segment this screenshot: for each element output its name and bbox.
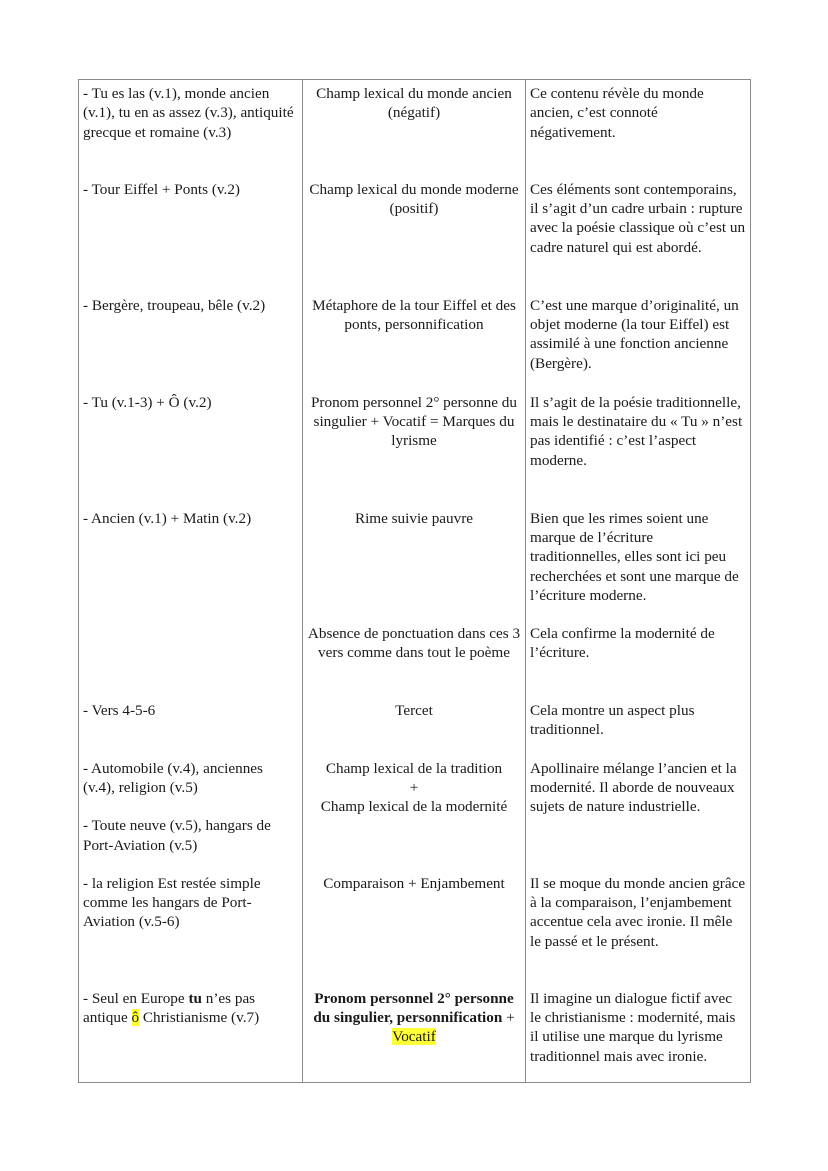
cell-interpretation: Il s’agit de la poésie traditionnelle, mais le destinataire du « Tu » n’est pas identifié : c’est l’aspect moderne. [526, 389, 751, 505]
highlighted-vocatif: Vocatif [392, 1028, 436, 1046]
cell-citation [79, 620, 303, 697]
procede-tradition: Champ lexical de la tradition [325, 759, 503, 777]
cell-interpretation: C’est une marque d’originalité, un objet moderne (la tour Eiffel) est assimilé à une fonction ancienne (Bergère). [526, 292, 751, 389]
cell-procede: Comparaison + Enjambement [303, 870, 526, 985]
cell-procede: Pronom personnel 2° personne du singulier + Vocatif = Marques du lyrisme [303, 389, 526, 505]
bold-procede: Pronom personnel 2° personne du singulier, personnification [313, 989, 514, 1026]
cell-interpretation: Cela montre un aspect plus traditionnel. [526, 697, 751, 755]
cell-interpretation: Il se moque du monde ancien grâce à la comparaison, l’enjambement accentue cela avec ironie. Il mêle le passé et le présent. [526, 870, 751, 985]
cell-procede [303, 755, 526, 870]
cell-interpretation: Il imagine un dialogue fictif avec le christianisme : modernité, mais il utilise une marque du lyrisme traditionnel mais avec ironie. [526, 985, 751, 1083]
cell-citation: - Vers 4-5-6 [79, 697, 303, 755]
cell-citation: - Bergère, troupeau, bêle (v.2) [79, 292, 303, 389]
analysis-table [78, 79, 751, 1083]
cell-interpretation: Apollinaire mélange l’ancien et la modernité. Il aborde de nouveaux sujets de nature industrielle. [526, 755, 751, 870]
cell-procede: Rime suivie pauvre [303, 505, 526, 620]
table-row [79, 389, 751, 505]
cell-citation: - Tu (v.1-3) + Ô (v.2) [79, 389, 303, 505]
table-row [79, 80, 751, 176]
cell-citation: - Tu es las (v.1), monde ancien (v.1), tu en as assez (v.3), antiquité grecque et romaine (v.3) [79, 80, 303, 176]
cell-procede [303, 985, 526, 1083]
cell-procede: Tercet [303, 697, 526, 755]
cell-interpretation: Ces éléments sont contemporains, il s’agit d’un cadre urbain : rupture avec la poésie classique où c’est un cadre naturel qui est abordé. [526, 176, 751, 292]
table-row [79, 176, 751, 292]
cell-interpretation: Bien que les rimes soient une marque de l’écriture traditionnelles, elles sont ici peu recherchées et sont une marque de l’écriture moderne. [526, 505, 751, 620]
table-row [79, 292, 751, 389]
cell-procede: Métaphore de la tour Eiffel et des ponts, personnification [303, 292, 526, 389]
cell-procede: Absence de ponctuation dans ces 3 vers comme dans tout le poème [303, 620, 526, 697]
citation-tradition: - Automobile (v.4), anciennes (v.4), religion (v.5) [83, 759, 263, 796]
cell-procede: Champ lexical du monde moderne (positif) [303, 176, 526, 292]
cell-citation [79, 985, 303, 1083]
table-row [79, 697, 751, 755]
text: - Seul en Europe [83, 989, 189, 1007]
text: n’es pas antique [83, 989, 256, 1026]
text: + [502, 1008, 515, 1026]
bold-tu: tu [188, 989, 202, 1007]
table-row [79, 505, 751, 620]
citation-modernite: - Toute neuve (v.5), hangars de Port-Aviation (v.5) [83, 817, 271, 854]
highlighted-o: ô [131, 1008, 140, 1026]
cell-interpretation: Ce contenu révèle du monde ancien, c’est connoté négativement. [526, 80, 751, 176]
table-row [79, 985, 751, 1083]
plus-sign: + [409, 778, 419, 796]
procede-modernite: Champ lexical de la modernité [320, 798, 508, 816]
text: Christianisme (v.7) [139, 1008, 260, 1026]
cell-citation: - la religion Est restée simple comme les hangars de Port-Aviation (v.5-6) [79, 870, 303, 985]
cell-citation: - Ancien (v.1) + Matin (v.2) [79, 505, 303, 620]
table-row [79, 870, 751, 985]
cell-citation [79, 755, 303, 870]
cell-interpretation: Cela confirme la modernité de l’écriture. [526, 620, 751, 697]
cell-citation: - Tour Eiffel + Ponts (v.2) [79, 176, 303, 292]
table-row [79, 755, 751, 870]
cell-procede: Champ lexical du monde ancien (négatif) [303, 80, 526, 176]
table-row [79, 620, 751, 697]
